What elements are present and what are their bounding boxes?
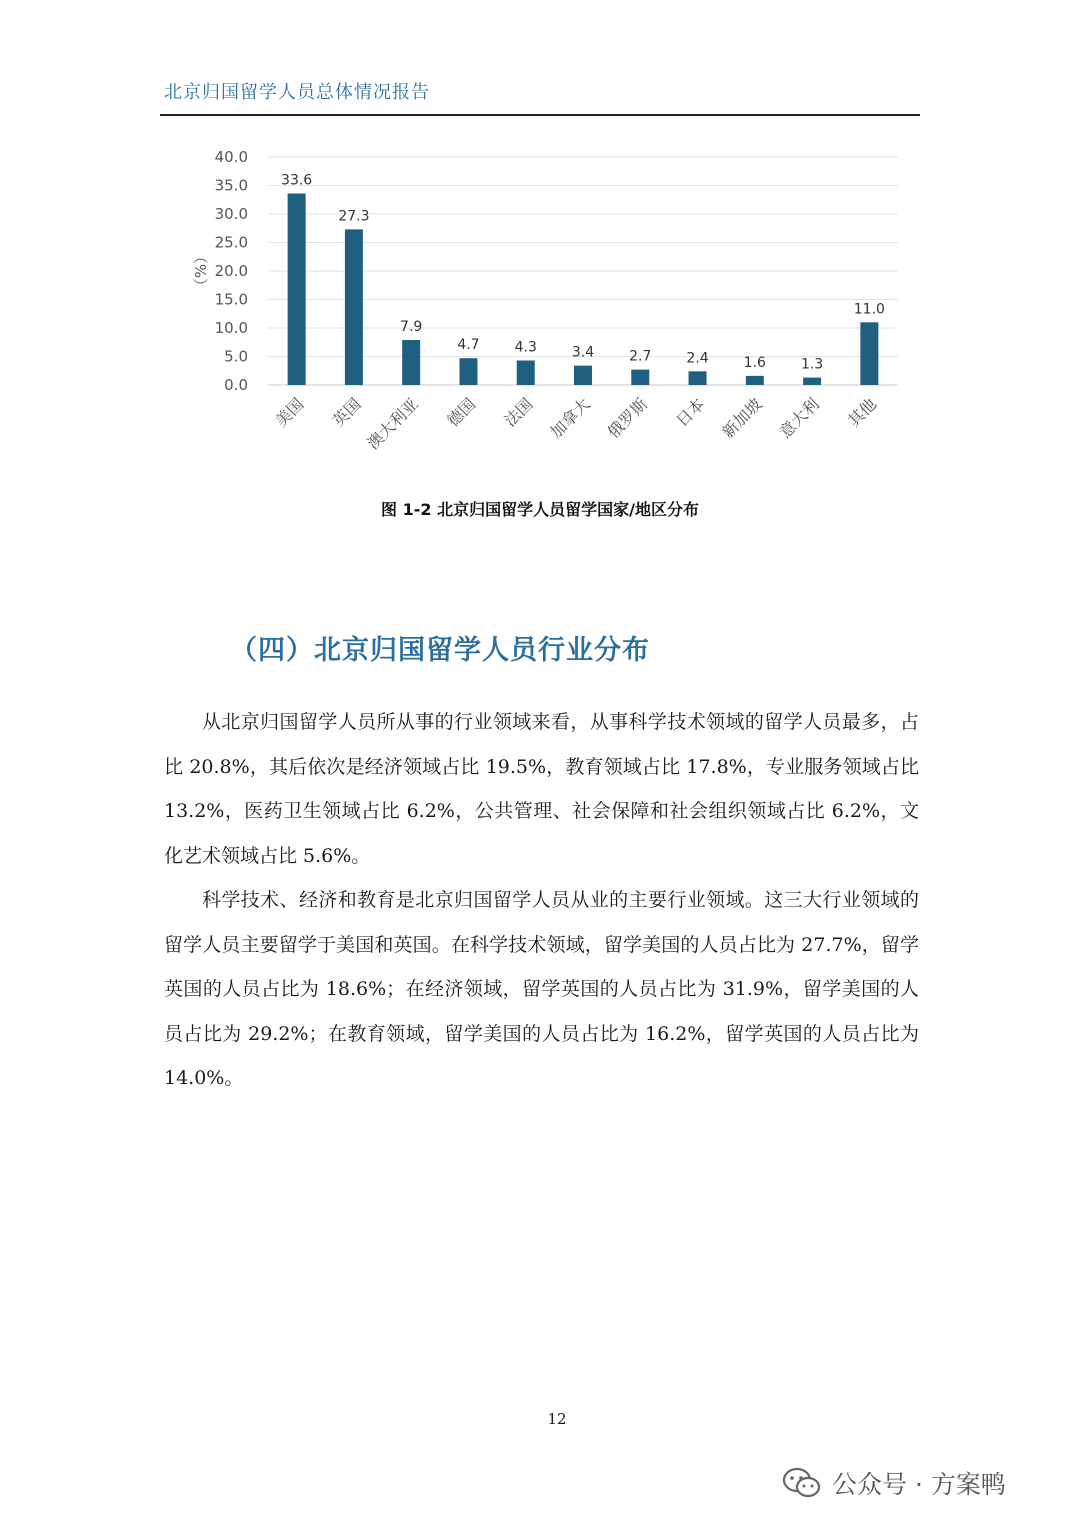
x-tick-label: 德国 [443,394,480,431]
y-tick-label: 40.0 [214,148,248,166]
y-tick-label: 20.0 [214,262,248,280]
x-tick-label: 加拿大 [546,394,594,442]
y-tick-label: 35.0 [214,176,248,195]
section-title: （四）北京归国留学人员行业分布 [230,635,650,666]
x-tick-label: 英国 [328,394,365,431]
bar [746,376,764,385]
data-label: 2.4 [686,350,709,367]
x-tick-label: 意大利 [775,394,823,442]
bar [631,370,649,385]
y-tick-label: 30.0 [214,205,248,223]
x-tick-label: 新加坡 [718,394,766,442]
data-label: 2.7 [629,348,652,365]
x-tick-label: 其他 [844,394,881,431]
bar [689,371,707,385]
x-tick-label: 日本 [672,394,709,431]
x-tick-label: 美国 [271,394,308,431]
bar [803,378,821,385]
country-distribution-chart [0,0,1080,480]
y-tick-label: 0.0 [224,376,248,394]
value-labels [281,172,885,372]
y-tick-label: 10.0 [214,319,248,337]
x-tick-label: 法国 [500,394,537,431]
paragraph: 从北京归国留学人员所从事的行业领域来看，从事科学技术领域的留学人员最多，占比 20.8%，其后依次是经济领域占比 19.5%，教育领域占比 17.8%，专业服务领域占比 13.2%，医药卫生领域占比 6.2%，公共管理、社会保障和社会组织领域占比 6.2%，文化艺术领域占比 5.6%。 [164,711,919,867]
data-label: 33.6 [281,172,313,189]
y-tick-label: 5.0 [224,347,248,366]
data-label: 7.9 [400,318,423,335]
data-label: 1.3 [800,356,824,373]
bar [402,340,420,385]
wechat-icon [782,1467,822,1499]
data-label: 1.6 [743,354,766,371]
x-axis-ticks [271,394,880,453]
data-label: 4.7 [457,337,480,354]
bar [288,193,306,385]
bar [574,366,592,385]
page-header-title: 北京归国留学人员总体情况报告 [164,82,430,103]
bar [459,358,477,385]
data-label: 3.4 [571,344,595,361]
watermark-text: 公众号 · 方案鸭 [832,1470,1006,1499]
figure-caption: 图 1-2 北京归国留学人员留学国家/地区分布 [381,500,699,519]
body-text [164,700,919,1101]
x-tick-label: 澳大利亚 [363,394,423,454]
page-number: 12 [547,1410,567,1428]
y-tick-label: 25.0 [214,233,248,252]
bar [517,360,535,385]
x-tick-label: 俄罗斯 [603,394,652,442]
data-label: 11.0 [853,301,885,318]
bar [345,229,363,385]
watermark [782,1465,1006,1501]
y-axis-label: （%） [192,248,210,294]
y-tick-label: 15.0 [214,290,248,309]
data-label: 27.3 [338,208,370,225]
y-axis-ticks [215,148,248,394]
paragraph: 科学技术、经济和教育是北京归国留学人员从业的主要行业领域。这三大行业领域的留学人员主要留学于美国和英国。在科学技术领域，留学美国的人员占比为 27.7%，留学英国的人员占比为 18.6%；在经济领域，留学英国的人员占比为 31.9%，留学美国的人员占比为 29.2%；在教育领域，留学美国的人员占比为 16.2%，留学英国的人员占比为 14.0%。 [164,889,919,1089]
data-label: 4.3 [514,339,537,356]
bar [860,322,878,385]
